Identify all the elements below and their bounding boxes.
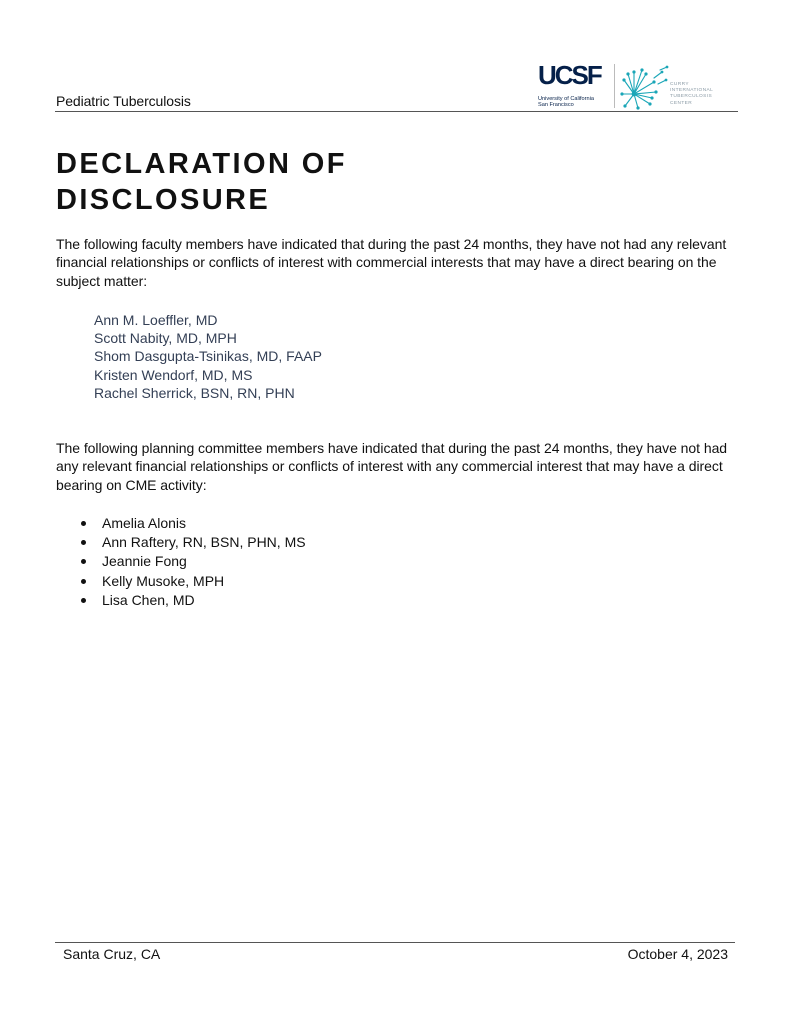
committee-member: Lisa Chen, MD xyxy=(78,591,306,610)
committee-member: Kelly Musoke, MPH xyxy=(78,572,306,591)
course-title: Pediatric Tuberculosis xyxy=(56,93,191,109)
ucsf-wordmark: UCSF xyxy=(538,60,601,90)
page-title-line: DECLARATION OF xyxy=(56,148,347,180)
bullet-icon xyxy=(81,521,86,526)
committee-statement: The following planning committee members have indicated that during the past 24 months, they have not had any relevant financial relationships or conflicts of interest with any commercial interest that may have a direct bearing on CME activity: xyxy=(56,440,728,493)
footer-divider xyxy=(55,942,735,943)
committee-list xyxy=(78,514,306,610)
footer-location: Santa Cruz, CA xyxy=(63,946,161,962)
header-divider xyxy=(55,111,738,112)
committee-member: Jeannie Fong xyxy=(78,552,306,571)
faculty-member: Kristen Wendorf, MD, MS xyxy=(94,366,253,383)
bullet-icon xyxy=(81,540,86,545)
committee-member: Ann Raftery, RN, BSN, PHN, MS xyxy=(78,533,306,552)
dandelion-icon xyxy=(620,64,670,110)
faculty-member: Ann M. Loeffler, MD xyxy=(94,312,218,328)
ucsf-logo-subtitle: University of California San Francisco xyxy=(538,96,594,108)
bullet-icon xyxy=(81,579,86,584)
page-title-line: DISCLOSURE xyxy=(56,184,271,216)
bullet-icon xyxy=(81,559,86,564)
committee-member: Amelia Alonis xyxy=(78,514,306,533)
page-title xyxy=(56,146,347,218)
faculty-statement: The following faculty members have indicated that during the past 24 months, they have not had any relevant financial relationships or conflicts of interest with commercial interests that may have a direct bearing on the subject matter: xyxy=(56,236,727,289)
bullet-icon xyxy=(81,598,86,603)
faculty-member: Scott Nabity, MD, MPH xyxy=(94,330,237,347)
footer-date: October 4, 2023 xyxy=(627,946,728,962)
curry-center-logo xyxy=(620,64,730,110)
faculty-member: Shom Dasgupta-Tsinikas, MD, FAAP xyxy=(94,348,322,365)
faculty-list xyxy=(94,311,322,402)
faculty-member: Rachel Sherrick, BSN, RN, PHN xyxy=(94,384,295,401)
curry-center-text: CURRY INTERNATIONAL TUBERCULOSIS CENTER xyxy=(670,82,714,106)
ucsf-logo xyxy=(538,62,610,110)
logo-divider xyxy=(614,64,615,108)
